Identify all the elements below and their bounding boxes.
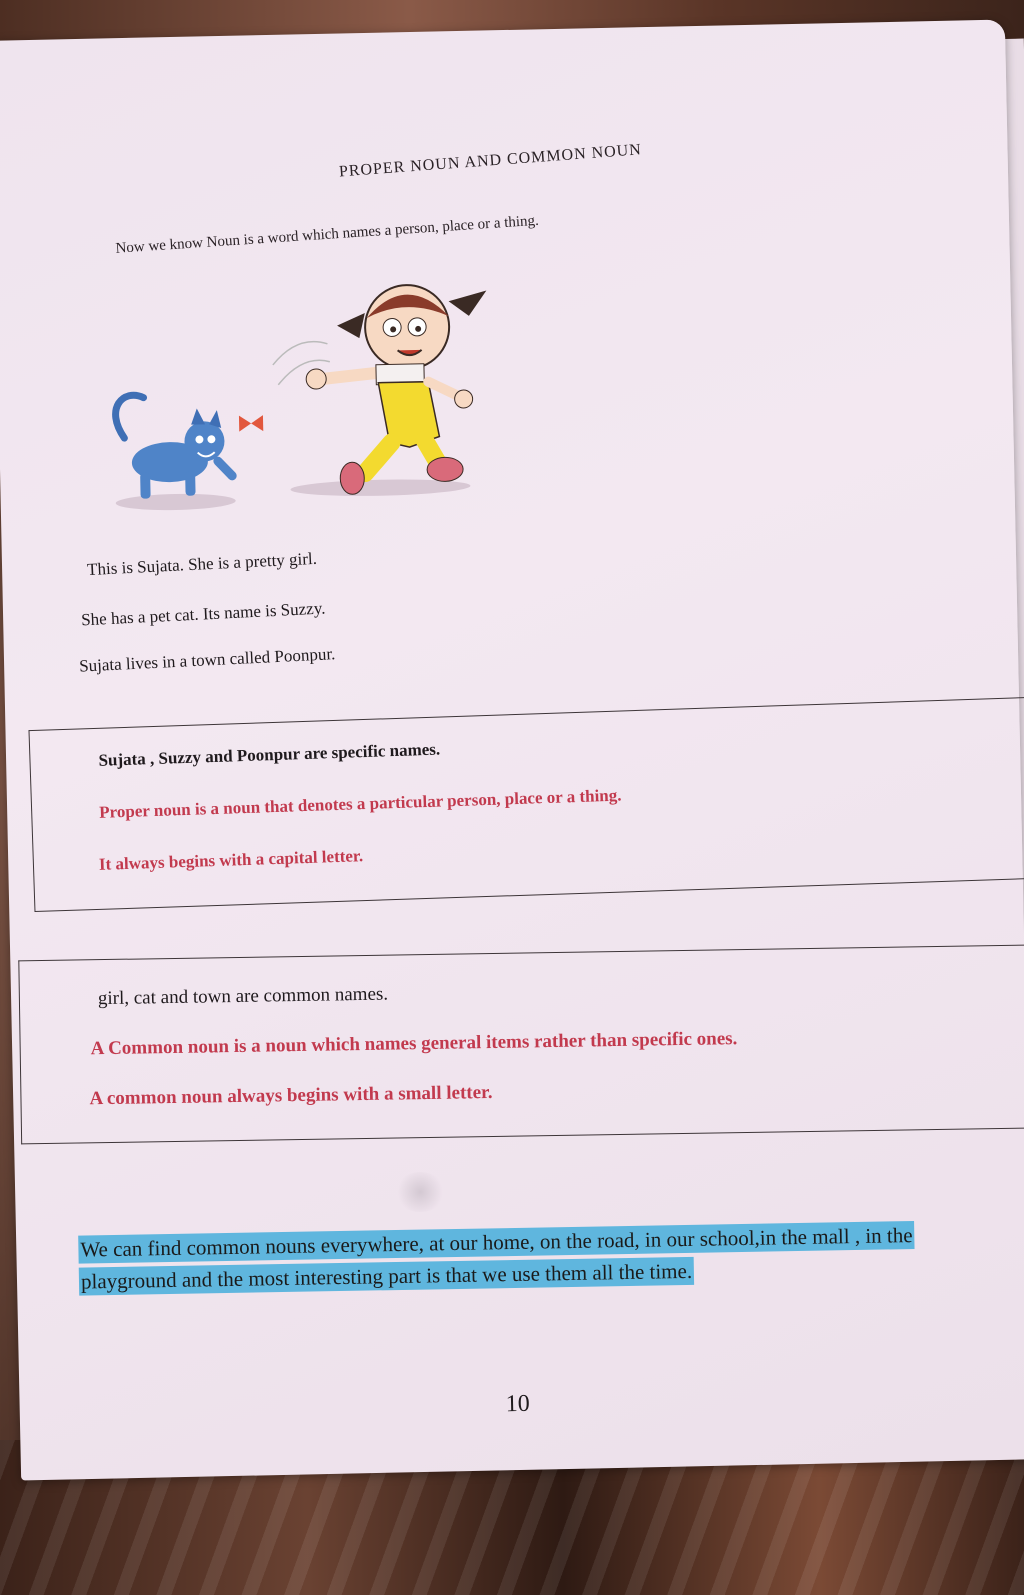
common-box-line-1: girl, cat and town are common names. [97, 983, 389, 1010]
highlighted-paragraph [78, 1217, 1009, 1297]
sentence-1: This is Sujata. She is a pretty girl. [86, 548, 318, 580]
cat-icon [115, 393, 232, 499]
worksheet-page [0, 20, 1024, 1481]
proper-box-line-1: Sujata , Suzzy and Poonpur are specific names. [98, 739, 441, 770]
paper-smudge [395, 1172, 446, 1213]
sentence-2: She has a pet cat. Its name is Suzzy. [80, 598, 326, 630]
common-noun-definition: A Common noun is a noun which names general items rather than specific ones. [90, 1028, 738, 1060]
cat-shadow [116, 493, 236, 512]
sentence-3: Sujata lives in a town called Poonpur. [78, 644, 336, 676]
highlighted-text: We can find common nouns everywhere, at our home, on the road, in our school,in the mall , in the playground and the most interesting part is that we use them all the time. [78, 1221, 915, 1296]
page-number: 10 [505, 1390, 530, 1418]
common-noun-box [18, 944, 1024, 1144]
girl-icon [304, 283, 490, 495]
intro-text: Now we know Noun is a word which names a person, place or a thing. [115, 212, 540, 257]
proper-noun-box [28, 697, 1024, 912]
common-noun-rule: A common noun always begins with a small letter. [89, 1081, 493, 1110]
proper-noun-definition: Proper noun is a noun that denotes a particular person, place or a thing. [98, 785, 622, 822]
proper-noun-rule: It always begins with a capital letter. [98, 846, 364, 874]
page-title: PROPER NOUN AND COMMON NOUN [338, 141, 643, 181]
motion-line [272, 341, 327, 365]
butterfly-icon [239, 415, 263, 431]
girl-and-cat-illustration [96, 270, 521, 539]
